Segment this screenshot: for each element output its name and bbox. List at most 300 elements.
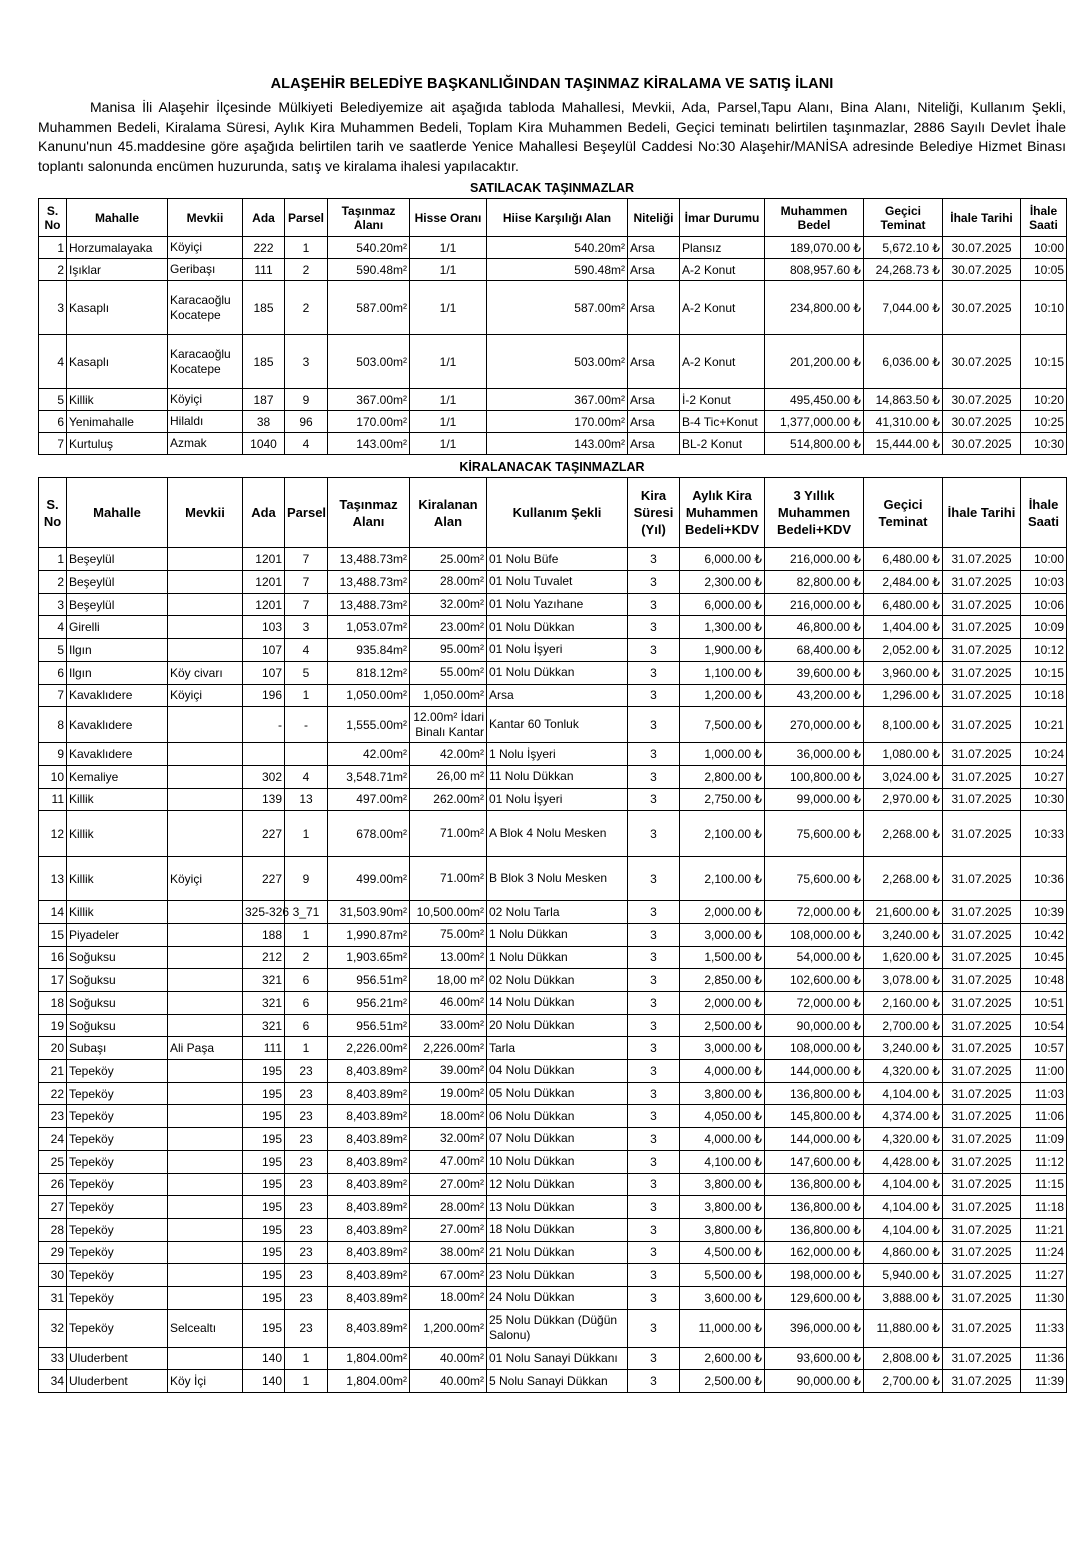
rent-cell: 139	[243, 788, 285, 811]
rent-cell: 10:09	[1021, 616, 1067, 639]
rent-cell: Kavaklıdere	[67, 684, 168, 707]
rent-cell: 8,403.89m²	[328, 1218, 410, 1241]
sale-cell: 10:10	[1021, 281, 1067, 335]
rent-cell: 2,484.00 ₺	[864, 571, 943, 594]
sale-cell: Plansız	[680, 237, 765, 259]
rent-cell: 31.07.2025	[943, 969, 1021, 992]
rent-cell: 31.07.2025	[943, 1105, 1021, 1128]
sale-cell: 7,044.00 ₺	[864, 281, 943, 335]
rent-cell: 31.07.2025	[943, 1082, 1021, 1105]
rent-cell	[168, 1082, 243, 1105]
notice-page	[38, 76, 1066, 1393]
rent-cell: 01 Nolu Tuvalet	[487, 571, 628, 594]
rent-cell: 212	[243, 946, 285, 969]
rent-cell: 31.07.2025	[943, 1309, 1021, 1347]
rent-header-row	[39, 478, 1067, 548]
rent-cell: Köy civarı	[168, 661, 243, 684]
rent-cell: 1 Nolu İşyeri	[487, 743, 628, 766]
rent-cell: 140	[243, 1370, 285, 1393]
rent-cell: 4,104.00 ₺	[864, 1196, 943, 1219]
sale-cell: 38	[243, 411, 285, 433]
rent-cell: 01 Nolu Yazıhane	[487, 593, 628, 616]
rent-cell: 2,808.00 ₺	[864, 1347, 943, 1370]
rent-cell: 24	[39, 1128, 67, 1151]
rent-cell: Killik	[67, 811, 168, 857]
rent-cell: 195	[243, 1264, 285, 1287]
rent-cell: 2,700.00 ₺	[864, 1014, 943, 1037]
rent-cell	[168, 1264, 243, 1287]
rent-cell: Tepeköy	[67, 1105, 168, 1128]
sale-cell: 2	[39, 259, 67, 281]
rent-cell: 18	[39, 992, 67, 1015]
table-row	[39, 616, 1067, 639]
table-row	[39, 1037, 1067, 1060]
rent-cell: 8,403.89m²	[328, 1286, 410, 1309]
rent-cell: 18,00 m²	[410, 969, 487, 992]
rent-cell	[168, 548, 243, 571]
rent-cell: 216,000.00 ₺	[765, 548, 864, 571]
rent-cell: 2,700.00 ₺	[864, 1370, 943, 1393]
sale-cell: 30.07.2025	[943, 389, 1021, 411]
rent-cell: 01 Nolu Sanayi Dükkanı	[487, 1347, 628, 1370]
sale-cell: İ-2 Konut	[680, 389, 765, 411]
rent-cell: Arsa	[487, 684, 628, 707]
sale-header-cell: Hiise Karşılığı Alan	[487, 199, 628, 237]
rent-cell: 195	[243, 1173, 285, 1196]
rent-header-cell: Geçici Teminat	[864, 478, 943, 548]
rent-cell	[168, 639, 243, 662]
rent-cell: 18.00m²	[410, 1105, 487, 1128]
rent-cell: 55.00m²	[410, 661, 487, 684]
rent-cell: Köyiçi	[168, 857, 243, 901]
rent-cell: 10,500.00m²	[410, 901, 487, 924]
rent-cell: -	[243, 707, 285, 743]
table-row	[39, 281, 1067, 335]
rent-cell: 42.00m²	[410, 743, 487, 766]
rent-cell: 216,000.00 ₺	[765, 593, 864, 616]
sale-cell: 6,036.00 ₺	[864, 335, 943, 389]
rent-header-cell: İhale Saati	[1021, 478, 1067, 548]
rent-cell	[168, 1241, 243, 1264]
rent-cell: A Blok 4 Nolu Mesken	[487, 811, 628, 857]
rent-cell: 01 Nolu Büfe	[487, 548, 628, 571]
rent-cell: 5	[285, 661, 328, 684]
rent-cell: 10:30	[1021, 788, 1067, 811]
rent-cell: Killik	[67, 857, 168, 901]
sale-cell: 201,200.00 ₺	[765, 335, 864, 389]
rent-cell: 19.00m²	[410, 1082, 487, 1105]
rent-cell: 31.07.2025	[943, 1264, 1021, 1287]
rent-cell: 31.07.2025	[943, 1060, 1021, 1083]
rent-cell: 195	[243, 1286, 285, 1309]
rent-cell: 13,488.73m²	[328, 548, 410, 571]
rent-cell: Kemaliye	[67, 765, 168, 788]
rent-cell: 956.51m²	[328, 1014, 410, 1037]
rent-cell: 1 Nolu Dükkan	[487, 946, 628, 969]
rent-cell: 38.00m²	[410, 1241, 487, 1264]
rent-cell: 7	[285, 548, 328, 571]
rent-cell: 23	[285, 1286, 328, 1309]
sale-cell: 30.07.2025	[943, 411, 1021, 433]
table-row	[39, 1370, 1067, 1393]
rent-cell: 3	[285, 616, 328, 639]
rent-cell: 3,800.00 ₺	[680, 1173, 765, 1196]
rent-cell: 3,800.00 ₺	[680, 1218, 765, 1241]
rent-cell: 36,000.00 ₺	[765, 743, 864, 766]
table-row	[39, 1173, 1067, 1196]
sale-cell: 590.48m²	[328, 259, 410, 281]
rent-section-title: KİRALANACAK TAŞINMAZLAR	[459, 460, 645, 475]
sale-cell: 5	[39, 389, 67, 411]
rent-cell: 3_71	[285, 901, 328, 924]
rent-cell: 2,500.00 ₺	[680, 1014, 765, 1037]
sale-cell: 1/1	[410, 237, 487, 259]
rent-table	[38, 477, 1067, 1393]
rent-cell: 11:24	[1021, 1241, 1067, 1264]
table-row	[39, 857, 1067, 901]
sale-cell: 587.00m²	[328, 281, 410, 335]
rent-cell: 19	[39, 1014, 67, 1037]
rent-cell: 40.00m²	[410, 1370, 487, 1393]
rent-cell: 1,990.87m²	[328, 923, 410, 946]
sale-table	[38, 198, 1067, 455]
rent-cell: 10:18	[1021, 684, 1067, 707]
rent-cell: 3	[628, 616, 680, 639]
rent-cell: 18 Nolu Dükkan	[487, 1218, 628, 1241]
sale-cell: Horzumalayaka	[67, 237, 168, 259]
rent-cell: 108,000.00 ₺	[765, 1037, 864, 1060]
rent-cell: 3	[628, 639, 680, 662]
sale-cell: Köyiçi	[168, 389, 243, 411]
rent-cell	[168, 571, 243, 594]
sale-header-cell: Hisse Oranı	[410, 199, 487, 237]
rent-cell: 100,800.00 ₺	[765, 765, 864, 788]
rent-cell: 31.07.2025	[943, 1173, 1021, 1196]
rent-cell: 10:36	[1021, 857, 1067, 901]
rent-cell: Ali Paşa	[168, 1037, 243, 1060]
rent-cell: 8,403.89m²	[328, 1196, 410, 1219]
rent-body	[39, 548, 1067, 1393]
rent-cell: 1,300.00 ₺	[680, 616, 765, 639]
rent-cell: Kavaklıdere	[67, 743, 168, 766]
rent-cell: Tepeköy	[67, 1241, 168, 1264]
rent-cell: 8,403.89m²	[328, 1082, 410, 1105]
sale-cell: 1/1	[410, 281, 487, 335]
rent-cell: 7,500.00 ₺	[680, 707, 765, 743]
rent-cell	[168, 811, 243, 857]
rent-cell: 1,555.00m²	[328, 707, 410, 743]
sale-cell: 1/1	[410, 335, 487, 389]
sale-body	[39, 237, 1067, 455]
rent-cell: 2,160.00 ₺	[864, 992, 943, 1015]
rent-cell: 11:12	[1021, 1150, 1067, 1173]
rent-cell: 10:00	[1021, 548, 1067, 571]
rent-cell: 136,800.00 ₺	[765, 1218, 864, 1241]
rent-cell: 8,403.89m²	[328, 1128, 410, 1151]
rent-cell: 10:03	[1021, 571, 1067, 594]
rent-cell: 3,000.00 ₺	[680, 1037, 765, 1060]
rent-cell: 31.07.2025	[943, 1241, 1021, 1264]
rent-cell: 18.00m²	[410, 1286, 487, 1309]
rent-cell: 1,903.65m²	[328, 946, 410, 969]
rent-cell: 4,320.00 ₺	[864, 1060, 943, 1083]
rent-cell: 31.07.2025	[943, 743, 1021, 766]
rent-cell: 11	[39, 788, 67, 811]
table-row	[39, 992, 1067, 1015]
rent-cell: 31.07.2025	[943, 765, 1021, 788]
rent-cell: 1	[285, 1347, 328, 1370]
rent-cell: 6	[39, 661, 67, 684]
rent-cell: 01 Nolu Dükkan	[487, 661, 628, 684]
rent-cell: 136,800.00 ₺	[765, 1196, 864, 1219]
rent-cell: Soğuksu	[67, 1014, 168, 1037]
rent-cell: 3	[628, 707, 680, 743]
sale-cell: Kasaplı	[67, 335, 168, 389]
sale-cell: 24,268.73 ₺	[864, 259, 943, 281]
table-row	[39, 1218, 1067, 1241]
rent-cell: -	[285, 707, 328, 743]
rent-cell: 67.00m²	[410, 1264, 487, 1287]
rent-cell: 1	[285, 923, 328, 946]
rent-cell: Beşeylül	[67, 593, 168, 616]
rent-cell: 31.07.2025	[943, 992, 1021, 1015]
rent-cell	[168, 593, 243, 616]
rent-cell: 2,000.00 ₺	[680, 992, 765, 1015]
rent-cell: 33.00m²	[410, 1014, 487, 1037]
rent-cell: 195	[243, 1128, 285, 1151]
rent-cell: 31.07.2025	[943, 548, 1021, 571]
rent-cell: 1	[39, 548, 67, 571]
sale-cell: 15,444.00 ₺	[864, 433, 943, 455]
table-row	[39, 1150, 1067, 1173]
sale-cell: 185	[243, 281, 285, 335]
rent-header-cell: Taşınmaz Alanı	[328, 478, 410, 548]
rent-cell: 497.00m²	[328, 788, 410, 811]
sale-cell: 367.00m²	[487, 389, 628, 411]
sale-cell: 143.00m²	[487, 433, 628, 455]
rent-cell: 1,296.00 ₺	[864, 684, 943, 707]
rent-cell	[168, 946, 243, 969]
sale-cell: 5,672.10 ₺	[864, 237, 943, 259]
rent-cell: 1,804.00m²	[328, 1347, 410, 1370]
rent-cell: 2,300.00 ₺	[680, 571, 765, 594]
rent-cell: Beşeylül	[67, 548, 168, 571]
sale-cell: 590.48m²	[487, 259, 628, 281]
rent-cell: 10:48	[1021, 969, 1067, 992]
rent-cell: Tepeköy	[67, 1309, 168, 1347]
sale-cell: Arsa	[628, 411, 680, 433]
rent-cell	[243, 743, 285, 766]
rent-cell: 8,403.89m²	[328, 1173, 410, 1196]
rent-cell	[168, 1060, 243, 1083]
rent-cell: 3	[628, 1370, 680, 1393]
rent-cell: 262.00m²	[410, 788, 487, 811]
table-row	[39, 901, 1067, 924]
rent-cell: Beşeylül	[67, 571, 168, 594]
rent-cell: 678.00m²	[328, 811, 410, 857]
rent-cell: 2,970.00 ₺	[864, 788, 943, 811]
rent-cell: Piyadeler	[67, 923, 168, 946]
rent-cell: 136,800.00 ₺	[765, 1082, 864, 1105]
rent-cell: 3	[628, 1309, 680, 1347]
rent-cell: 3	[628, 1218, 680, 1241]
rent-cell: 4,860.00 ₺	[864, 1241, 943, 1264]
rent-cell: Tepeköy	[67, 1082, 168, 1105]
rent-cell: 90,000.00 ₺	[765, 1014, 864, 1037]
rent-cell: 3	[628, 788, 680, 811]
rent-cell: 11,880.00 ₺	[864, 1309, 943, 1347]
rent-cell: 9	[285, 857, 328, 901]
sale-header-cell: Geçici Teminat	[864, 199, 943, 237]
sale-cell: 3	[39, 281, 67, 335]
rent-cell: 11:36	[1021, 1347, 1067, 1370]
rent-cell: 2,800.00 ₺	[680, 765, 765, 788]
table-row	[39, 788, 1067, 811]
rent-cell: 3	[628, 969, 680, 992]
rent-cell: 3	[628, 743, 680, 766]
rent-cell: 162,000.00 ₺	[765, 1241, 864, 1264]
rent-cell: Tepeköy	[67, 1196, 168, 1219]
rent-cell: 3	[628, 1082, 680, 1105]
rent-cell: Kavaklıdere	[67, 707, 168, 743]
rent-cell: 3,600.00 ₺	[680, 1286, 765, 1309]
rent-cell: 8,403.89m²	[328, 1264, 410, 1287]
rent-cell: 5 Nolu Sanayi Dükkan	[487, 1370, 628, 1393]
rent-cell: 31.07.2025	[943, 946, 1021, 969]
rent-cell: 6,480.00 ₺	[864, 548, 943, 571]
sale-cell: Arsa	[628, 237, 680, 259]
table-row	[39, 923, 1067, 946]
rent-cell: 195	[243, 1082, 285, 1105]
rent-cell: 195	[243, 1309, 285, 1347]
rent-cell	[168, 1105, 243, 1128]
notice-intro: Manisa İli Alaşehir İlçesinde Mülkiyeti Belediyemize ait aşağıda tabloda Mahallesi, Mevkii, Ada, Parsel,Tapu Alanı, Bina Alanı, Niteliği, Kullanım Şekli, Muhammen Bedeli, Kiralama Süresi, Aylık Kira Muhammen Bedeli, Toplam Kira Muhammen Bedeli, Geçici teminatı belirtilen taşınmazlar, 2886 Sayılı Devlet İhale Kanunu'nun 45.maddesine göre aşağıda belirtilen tarih ve saatlerde Yenice Mahallesi Beşeylül Caddesi No:30 Alaşehir/MANİSA adresinde Belediye Hizmet Binası toplantı salonunda encümen huzurunda, satış ve kiralama ihalesi yapılacaktır.	[38, 99, 1066, 174]
rent-cell	[168, 969, 243, 992]
rent-cell: 1,200.00 ₺	[680, 684, 765, 707]
sale-cell: 30.07.2025	[943, 281, 1021, 335]
rent-cell: 3	[628, 1105, 680, 1128]
rent-cell: 321	[243, 1014, 285, 1037]
rent-cell: 195	[243, 1060, 285, 1083]
rent-cell: 11:09	[1021, 1128, 1067, 1151]
rent-cell: 3	[628, 1264, 680, 1287]
rent-cell: 4,104.00 ₺	[864, 1218, 943, 1241]
rent-cell: Kantar 60 Tonluk	[487, 707, 628, 743]
rent-cell: 23	[285, 1241, 328, 1264]
rent-cell: 2,226.00m²	[410, 1037, 487, 1060]
rent-cell: 4,104.00 ₺	[864, 1082, 943, 1105]
sale-cell: Arsa	[628, 389, 680, 411]
rent-cell: 68,400.00 ₺	[765, 639, 864, 662]
rent-cell: 147,600.00 ₺	[765, 1150, 864, 1173]
sale-cell: 30.07.2025	[943, 433, 1021, 455]
rent-cell: 4,000.00 ₺	[680, 1128, 765, 1151]
rent-cell: 11:27	[1021, 1264, 1067, 1287]
rent-cell: 11:15	[1021, 1173, 1067, 1196]
rent-cell: 3,000.00 ₺	[680, 923, 765, 946]
rent-cell: 103	[243, 616, 285, 639]
rent-cell: 108,000.00 ₺	[765, 923, 864, 946]
rent-cell: Killik	[67, 788, 168, 811]
sale-cell: 2	[285, 259, 328, 281]
rent-cell: 1,053.07m²	[328, 616, 410, 639]
table-row	[39, 548, 1067, 571]
rent-cell: 188	[243, 923, 285, 946]
rent-cell: 24 Nolu Dükkan	[487, 1286, 628, 1309]
rent-cell: 23	[285, 1173, 328, 1196]
rent-cell: 5,500.00 ₺	[680, 1264, 765, 1287]
rent-header-cell: Parsel	[285, 478, 328, 548]
rent-cell: 26,00 m²	[410, 765, 487, 788]
table-row	[39, 1082, 1067, 1105]
rent-cell: 195	[243, 1196, 285, 1219]
sale-cell: 1/1	[410, 259, 487, 281]
rent-cell: 14	[39, 901, 67, 924]
rent-cell: 3	[628, 661, 680, 684]
rent-cell: 10:45	[1021, 946, 1067, 969]
sale-cell: 1	[39, 237, 67, 259]
rent-cell: 7	[39, 684, 67, 707]
sale-header-cell: Mahalle	[67, 199, 168, 237]
rent-cell: 1 Nolu Dükkan	[487, 923, 628, 946]
rent-cell: 31.07.2025	[943, 593, 1021, 616]
rent-cell: 3,024.00 ₺	[864, 765, 943, 788]
sale-cell: 185	[243, 335, 285, 389]
rent-cell: 28.00m²	[410, 571, 487, 594]
rent-cell: 31.07.2025	[943, 1370, 1021, 1393]
rent-cell: Killik	[67, 901, 168, 924]
rent-cell: 7	[285, 593, 328, 616]
rent-cell: 10:57	[1021, 1037, 1067, 1060]
rent-cell: 3	[628, 1173, 680, 1196]
rent-cell: 39.00m²	[410, 1060, 487, 1083]
sale-cell: 4	[285, 433, 328, 455]
rent-cell: 71.00m²	[410, 857, 487, 901]
rent-cell: 02 Nolu Dükkan	[487, 969, 628, 992]
table-row	[39, 1128, 1067, 1151]
rent-cell: 12 Nolu Dükkan	[487, 1173, 628, 1196]
table-row	[39, 259, 1067, 281]
rent-cell: Ilgın	[67, 639, 168, 662]
rent-cell: 145,800.00 ₺	[765, 1105, 864, 1128]
rent-cell: 7	[285, 571, 328, 594]
rent-cell: 25.00m²	[410, 548, 487, 571]
rent-cell: 10:42	[1021, 923, 1067, 946]
rent-cell: 8	[39, 707, 67, 743]
sale-cell: Arsa	[628, 335, 680, 389]
sale-cell: Killik	[67, 389, 168, 411]
rent-header-cell: 3 Yıllık Muhammen Bedeli+KDV	[765, 478, 864, 548]
table-row	[39, 1309, 1067, 1347]
rent-cell: 31.07.2025	[943, 923, 1021, 946]
rent-cell: Tepeköy	[67, 1264, 168, 1287]
rent-cell: 144,000.00 ₺	[765, 1060, 864, 1083]
rent-cell: 10 Nolu Dükkan	[487, 1150, 628, 1173]
rent-cell: 13	[39, 857, 67, 901]
sale-cell: 367.00m²	[328, 389, 410, 411]
sale-cell: 189,070.00 ₺	[765, 237, 864, 259]
sale-cell: 222	[243, 237, 285, 259]
rent-cell: 75,600.00 ₺	[765, 811, 864, 857]
sale-cell: 9	[285, 389, 328, 411]
rent-cell: 30	[39, 1264, 67, 1287]
sale-cell: 111	[243, 259, 285, 281]
rent-cell: 3	[628, 1060, 680, 1083]
rent-cell: 39,600.00 ₺	[765, 661, 864, 684]
table-row	[39, 411, 1067, 433]
sale-header-cell: Ada	[243, 199, 285, 237]
rent-cell: 4	[285, 765, 328, 788]
